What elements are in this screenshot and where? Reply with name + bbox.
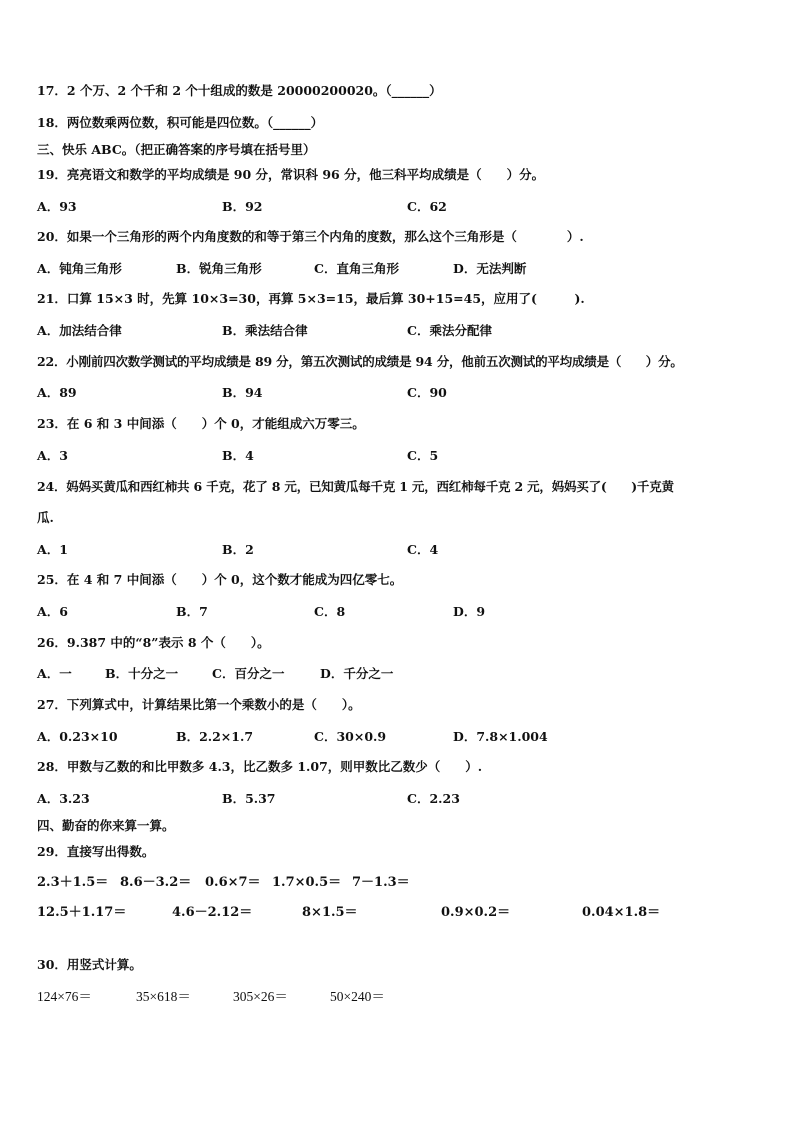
calc-item: 8×1.5＝: [302, 905, 358, 920]
question-25-option-a: A．6: [37, 604, 68, 619]
question-28-option-b: B．5.37: [222, 791, 276, 806]
question-22-option-a: A．89: [37, 385, 77, 400]
question-27-option-b: B．2.2×1.7: [176, 729, 254, 744]
calc-item: 0.9×0.2＝: [441, 905, 511, 920]
question-28-option-c: C．2.23: [407, 791, 460, 806]
question-24-stem-continued: 瓜.: [37, 510, 54, 525]
question-19-option-c: C．62: [407, 199, 447, 214]
question-25-option-b: B．7: [176, 604, 208, 619]
question-17: 17．2 个万、2 个千和 2 个十组成的数是 20000200020。（______）: [37, 83, 442, 98]
calc-item: 0.04×1.8＝: [582, 905, 661, 920]
question-23-option-c: C．5: [407, 448, 439, 463]
question-27-stem: 27．下列算式中，计算结果比第一个乘数小的是（ ）。: [37, 697, 361, 712]
calc-item: 7－1.3＝: [352, 875, 410, 890]
question-24-stem: 24．妈妈买黄瓜和西红柿共 6 千克，花了 8 元，已知黄瓜每千克 1 元，西红柿每千克 2 元，妈妈买了( )千克黄: [37, 479, 674, 494]
question-20-option-b: B．锐角三角形: [176, 261, 262, 276]
question-30-stem: 30．用竖式计算。: [37, 957, 142, 972]
calc-item: 0.6×7＝: [205, 875, 261, 890]
question-26-option-d: D．千分之一: [320, 666, 394, 681]
question-18: 18．两位数乘两位数，积可能是四位数。（______）: [37, 115, 324, 130]
question-22-option-b: B．94: [222, 385, 263, 400]
question-21-option-c: C．乘法分配律: [407, 323, 492, 338]
calc-item: 8.6－3.2＝: [120, 875, 192, 890]
question-19-option-a: A．93: [37, 199, 77, 214]
calc-item: 2.3＋1.5＝: [37, 875, 109, 890]
vertical-calc-item: 35×618＝: [136, 989, 191, 1004]
question-20-option-d: D．无法判断: [453, 261, 527, 276]
section-3-heading: 三、快乐 ABC。（把正确答案的序号填在括号里）: [37, 142, 316, 157]
vertical-calc-item: 124×76＝: [37, 989, 92, 1004]
question-28-stem: 28．甲数与乙数的和比甲数多 4.3，比乙数多 1.07，则甲数比乙数少（ ）.: [37, 759, 483, 774]
question-22-stem: 22．小刚前四次数学测试的平均成绩是 89 分，第五次测试的成绩是 94 分，他前五次测试的平均成绩是（ ）分。: [37, 354, 683, 369]
question-27-option-c: C．30×0.9: [314, 729, 387, 744]
vertical-calc-item: 50×240＝: [330, 989, 385, 1004]
question-24-option-b: B．2: [222, 542, 254, 557]
vertical-calc-item: 305×26＝: [233, 989, 288, 1004]
question-23-option-a: A．3: [37, 448, 68, 463]
question-19-option-b: B．92: [222, 199, 263, 214]
question-27-option-d: D．7.8×1.004: [453, 729, 548, 744]
question-19-stem: 19．亮亮语文和数学的平均成绩是 90 分，常识科 96 分，他三科平均成绩是（ ）分。: [37, 167, 545, 182]
calc-item: 4.6－2.12＝: [172, 905, 253, 920]
question-27-option-a: A．0.23×10: [37, 729, 118, 744]
question-26-option-c: C．百分之一: [212, 666, 285, 681]
question-22-option-c: C．90: [407, 385, 447, 400]
question-29-stem: 29．直接写出得数。: [37, 844, 155, 859]
question-20-option-a: A．钝角三角形: [37, 261, 122, 276]
question-28-option-a: A．3.23: [37, 791, 90, 806]
question-24-option-a: A．1: [37, 542, 68, 557]
section-4-heading: 四、勤奋的你来算一算。: [37, 818, 175, 833]
question-26-stem: 26．9.387 中的“8”表示 8 个（ ）。: [37, 635, 270, 650]
question-26-option-b: B．十分之一: [105, 666, 179, 681]
question-25-option-c: C．8: [314, 604, 346, 619]
question-25-option-d: D．9: [453, 604, 486, 619]
calc-item: 12.5＋1.17＝: [37, 905, 127, 920]
question-25-stem: 25．在 4 和 7 中间添（ ）个 0，这个数才能成为四亿零七。: [37, 572, 403, 587]
question-23-stem: 23．在 6 和 3 中间添（ ）个 0，才能组成六万零三。: [37, 416, 365, 431]
question-21-stem: 21．口算 15×3 时，先算 10×3=30，再算 5×3=15，最后算 30+15=45，应用了( ).: [37, 291, 585, 306]
question-20-option-c: C．直角三角形: [314, 261, 399, 276]
question-24-option-c: C．4: [407, 542, 439, 557]
calc-item: 1.7×0.5＝: [272, 875, 342, 890]
question-20-stem: 20．如果一个三角形的两个内角度数的和等于第三个内角的度数，那么这个三角形是（ ）.: [37, 229, 584, 244]
question-21-option-b: B．乘法结合律: [222, 323, 308, 338]
question-23-option-b: B．4: [222, 448, 254, 463]
question-26-option-a: A．一: [37, 666, 72, 681]
question-21-option-a: A．加法结合律: [37, 323, 122, 338]
